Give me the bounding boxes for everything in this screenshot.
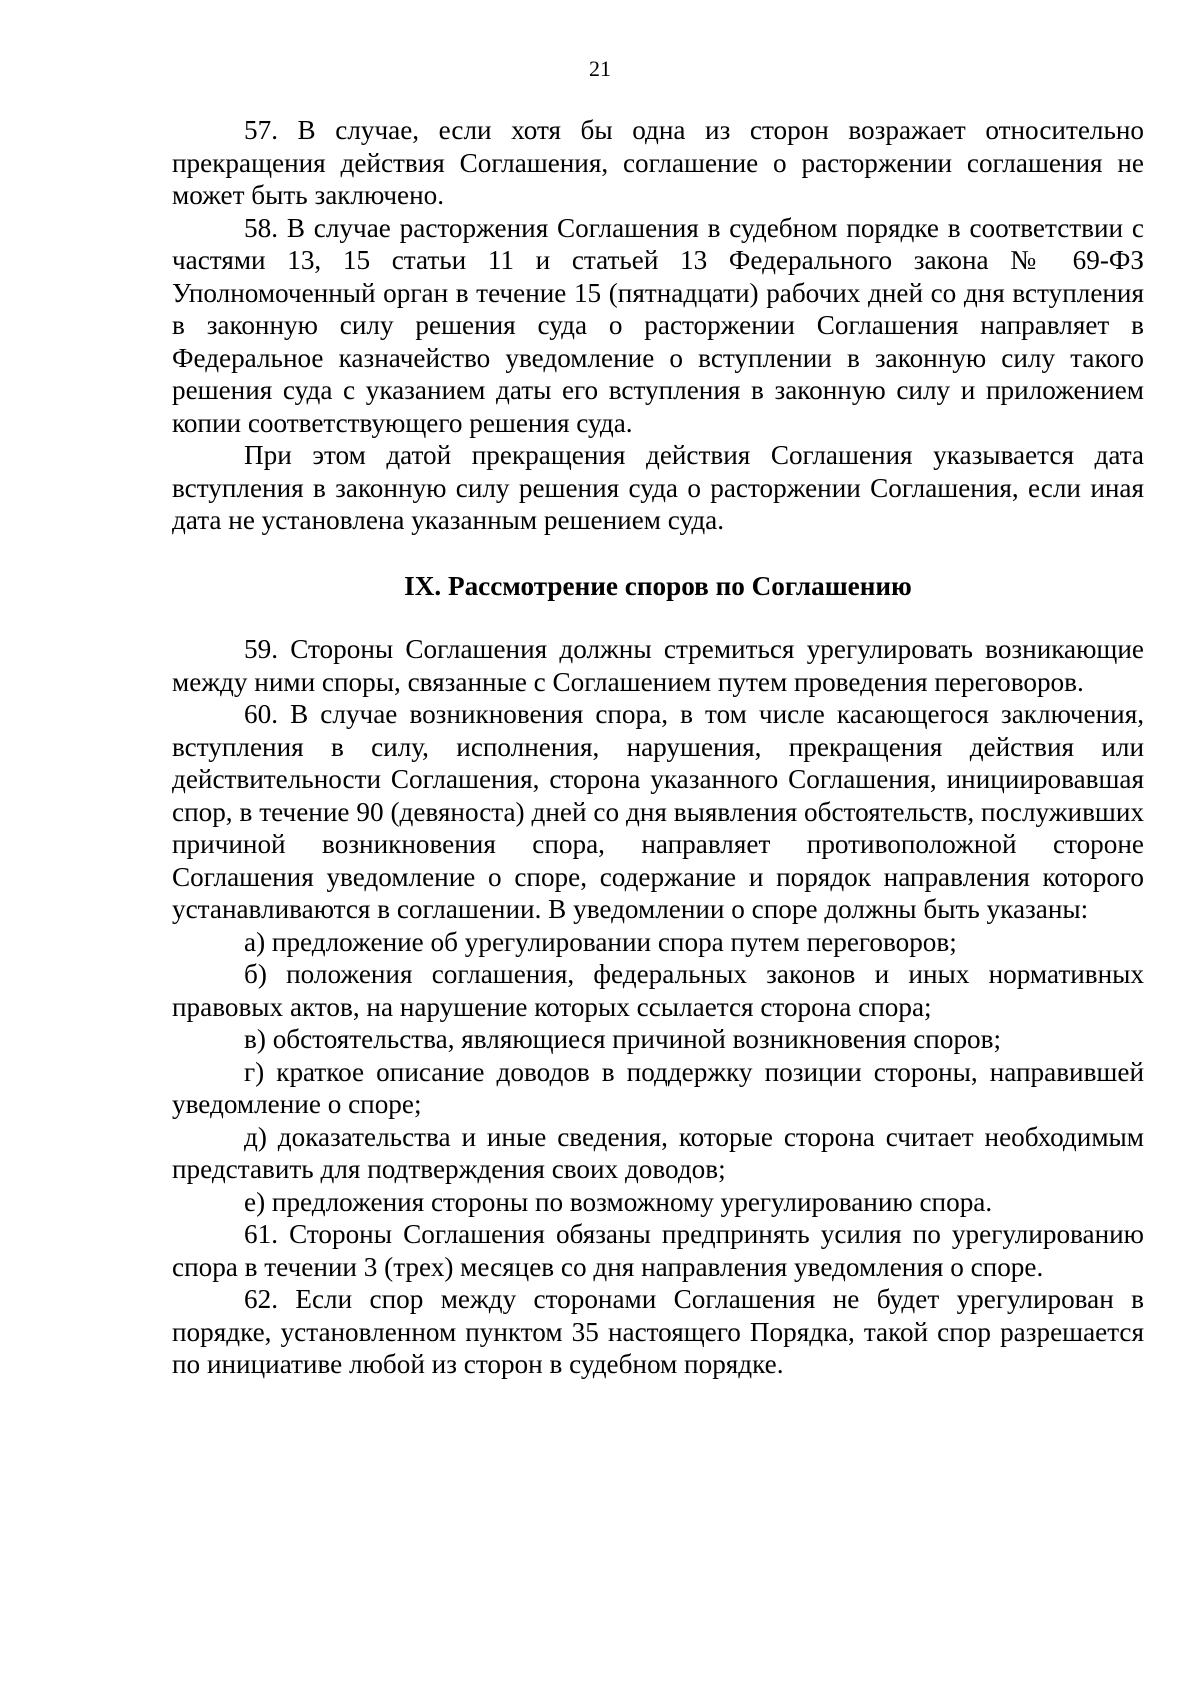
list-item-b: б) положения соглашения, федеральных законов и иных нормативных правовых актов, на нарушение которых ссылается сторона спора; [172,959,1144,1022]
page-number: 21 [589,56,611,81]
paragraph-57: 57. В случае, если хотя бы одна из сторон возражает относительно прекращения действия Соглашения, соглашение о расторжении соглашения не может быть заключено. [172,115,1144,210]
list-item-e: е) предложения стороны по возможному урегулированию спора. [244,1186,993,1217]
paragraph-58: 58. В случае расторжения Соглашения в судебном порядке в соответствии с частями 13, 15 статьи 11 и статьей 13 Федерального закона № 69-ФЗ Уполномоченный орган в течение 15 (пятнадцати) рабочих дней со дня вступления в законную силу решения суда о расторжении Соглашения направляет в Федеральное казначейство уведомление о вступлении в законную силу такого решения суда с указанием даты его вступления в законную силу и приложением копии соответствующего решения суда. [172,212,1144,438]
document-body [172,114,1144,1381]
paragraph-61: 61. Стороны Соглашения обязаны предпринять усилия по урегулированию спора в течении 3 (трех) месяцев со дня направления уведомления о споре. [172,1219,1144,1282]
paragraph-58-termination-date: При этом датой прекращения действия Соглашения указывается дата вступления в законную силу решения суда о расторжении Соглашения, если иная дата не установлена указанным решением суда. [172,440,1144,535]
list-item-a: а) предложение об урегулировании спора путем переговоров; [244,926,957,957]
list-item-v: в) обстоятельства, являющиеся причиной возникновения споров; [244,1024,1002,1054]
list-item-d: д) доказательства и иные сведения, которые сторона считает необходимым представить для подтверждения своих доводов; [172,1121,1144,1184]
list-item-g: г) краткое описание доводов в поддержку позиции стороны, направившей уведомление о споре; [172,1056,1144,1119]
paragraph-62: 62. Если спор между сторонами Соглашения не будет урегулирован в порядке, установленном пунктом 35 настоящего Порядка, такой спор разрешается по инициативе любой из сторон в судебном порядке. [172,1284,1144,1379]
paragraph-60: 60. В случае возникновения спора, в том числе касающегося заключения, вступления в силу, исполнения, нарушения, прекращения действия или действительности Соглашения, сторона указанного Соглашения, инициировавшая спор, в течение 90 (девяноста) дней со дня выявления обстоятельств, послуживших причиной возникновения спора, направляет противоположной стороне Соглашения уведомление о споре, содержание и порядок направления которого устанавливаются в соглашении. В уведомлении о споре должны быть указаны: [172,699,1144,924]
paragraph-59: 59. Стороны Соглашения должны стремиться урегулировать возникающие между ними споры, связанные с Соглашением путем проведения переговоров. [172,634,1144,697]
section-heading: IX. Рассмотрение споров по Соглашению [404,570,912,601]
